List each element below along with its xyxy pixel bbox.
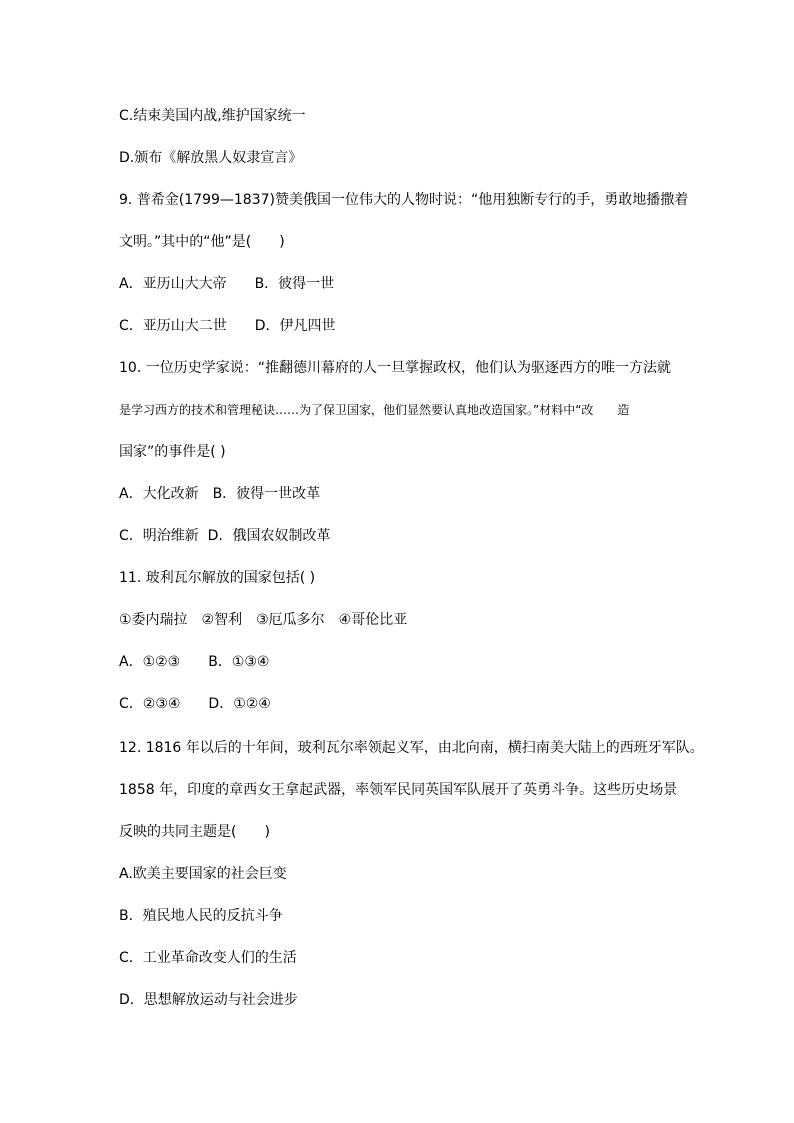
question-10-options-cd: C．明治维新 D．俄国农奴制改革 <box>119 528 331 544</box>
question-9-options-ab: A．亚历山大大帝 B．彼得一世 <box>119 276 335 292</box>
question-12-option-d: D．思想解放运动与社会进步 <box>119 992 298 1008</box>
question-12-stem: 12. 1816 年以后的十年间，玻利瓦尔率领起义军，由北向南，横扫南美大陆上的西班牙军队。 <box>119 740 704 756</box>
question-12-option-b: B．殖民地人民的反抗斗争 <box>119 908 283 924</box>
question-10-options-ab: A．大化改新 B．彼得一世改革 <box>119 486 321 502</box>
option-d-line: D.颁布《解放黑人奴隶宣言》 <box>119 150 303 166</box>
question-9-options-cd: C．亚历山大二世 D．伊凡四世 <box>119 318 336 334</box>
question-9-stem: 9. 普希金(1799—1837)赞美俄国一位伟大的人物时说：“他用独断专行的手，勇敢地播撒着 <box>119 192 689 208</box>
question-10-stem-end: 国家”的事件是( ) <box>119 444 226 460</box>
question-11-stem: 11. 玻利瓦尔解放的国家包括( ) <box>119 570 316 586</box>
question-11-choices: ①委内瑞拉 ②智利 ③厄瓜多尔 ④哥伦比亚 <box>119 612 408 628</box>
question-12-stem-end: 反映的共同主题是( ) <box>119 824 270 840</box>
question-12-stem-cont: 1858 年，印度的章西女王拿起武器，率领军民同英国军队展开了英勇斗争。这些历史场景 <box>119 782 678 798</box>
question-12-option-c: C．工业革命改变人们的生活 <box>119 950 297 966</box>
question-11-options-cd: C．②③④ D．①②④ <box>119 696 271 712</box>
question-9-stem-cont: 文明。”其中的“他”是( ) <box>119 234 285 250</box>
option-c-line: C.结束美国内战,维护国家统一 <box>119 108 306 124</box>
question-10-stem: 10. 一位历史学家说：“推翻德川幕府的人一旦掌握政权，他们认为驱逐西方的唯一方法就 <box>119 360 671 376</box>
question-12-option-a: A.欧美主要国家的社会巨变 <box>119 866 287 882</box>
question-10-stem-cont: 是学习西方的技术和管理秘诀……为了保卫国家，他们显然要认真地改造国家。”材料中“改 造 <box>119 403 630 417</box>
question-11-options-ab: A．①②③ B．①③④ <box>119 654 270 670</box>
